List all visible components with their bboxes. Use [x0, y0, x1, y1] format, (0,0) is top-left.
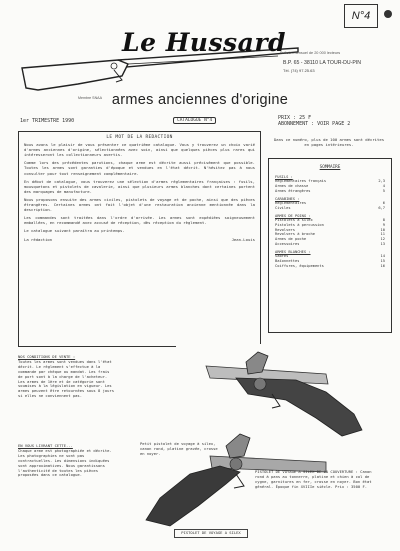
toc-row[interactable]: Réglementaires français 2,3	[275, 179, 385, 184]
cover-item-description: PISTOLET DE VOYAGE A SILEX DE LA COUVERTURE : Canon rond à pans au tonnerre, platine et chien à col de cygne, garnitures en fer, crosse en noyer. Bon état général. Époque fin XVIIIe siècle. Prix : 3500 F.	[255, 469, 372, 489]
toc-row[interactable]: Civiles 6,7	[275, 205, 385, 210]
seal-caption: Membre SNAA	[78, 96, 102, 100]
editorial-paragraph: Nous proposons ensuite des armes civiles, pistolets de voyage et de poche, ainsi que des pièces étrangères. Certaines armes ont fait l'objet d'une restauration ancienne mentionnée dans la description.	[24, 196, 255, 213]
toc-row[interactable]: Réglementaires 6	[275, 201, 385, 206]
toc-row[interactable]: Revolvers à broche 11	[275, 232, 385, 237]
sign-right: Jean-Louis	[231, 236, 255, 242]
meta-price: PRIX : 25 F	[278, 115, 312, 121]
meta-date: 1er TRIMESTRE 1990	[20, 118, 75, 124]
table-of-contents	[268, 158, 392, 333]
toc-row[interactable]: Sabres 14	[275, 254, 385, 259]
toc-section-title: FUSILS :	[275, 174, 293, 179]
editorial-paragraph: Comme lors des précédentes parutions, chaque arme est décrite aussi précisément que possible. Toutes les armes sont garanties d'époque et vendues en l'état décrit. N'hésitez pas à nous consulter pour tout renseignement complémentaire.	[24, 160, 255, 176]
editorial-paragraph: Nous avons le plaisir de vous présenter ce quatrième catalogue. Vous y trouverez un choix varié d'armes anciennes d'origine, sélectionnées avec soin, ainsi que quelques pièces plus rares qui intéresseront les collectionneurs avertis.	[24, 142, 255, 158]
issue-number: N°4	[344, 4, 378, 28]
toc-row[interactable]: Pistolets à percussion 9	[275, 223, 385, 228]
toc-row[interactable]: Coiffures, équipements 16	[275, 263, 385, 268]
toc-section-title: ARMES BLANCHES :	[275, 249, 311, 254]
toc-row[interactable]: Armes de chasse 4	[275, 184, 385, 189]
toc-row[interactable]: Baïonnettes 15	[275, 258, 385, 263]
toc-row[interactable]: Pistolets à silex 8	[275, 218, 385, 223]
pistol-top-caption: Petit pistolet de voyage à silex, canon rond, platine gravée, crosse en noyer.	[140, 441, 218, 456]
delivery-note	[18, 444, 116, 478]
toc-row[interactable]: Armes de poche 12	[275, 237, 385, 242]
brand-phone: Tél. (74) 97.25.63	[283, 68, 315, 73]
sales-conditions-text: Toutes les armes sont vendues dans l'état décrit. Le règlement s'effectue à la commande par chèque ou mandat. Les frais de port sont à la charge de l'acheteur. Les armes de 1ère et 4e catégorie sont soumises à la législation en vigueur. Les armes peuvent être retournées sous 8 jours si elles ne conviennent pas.	[18, 358, 115, 399]
brand-tagline: Bulletin mensuel de 20 000 lecteurs	[280, 51, 341, 55]
delivery-note-text: Chaque arme est photographiée et décrite. Les photographies ne sont pas contractuelles. Les dimensions indiquées sont approximatives. Nous garantissons l'authenticité de toutes les pièces proposées dans ce catalogue.	[18, 447, 112, 478]
sign-left: La rédaction	[24, 236, 53, 242]
contents-note: Dans ce numéro, plus de 100 armes sont décrites en pages intérieures.	[273, 137, 385, 147]
brand-address: B.P. 65 - 38110 LA TOUR-DU-PIN	[283, 60, 362, 66]
brand-title: Le Hussard	[122, 28, 286, 57]
editorial-paragraph: Les commandes sont traitées dans l'ordre d'arrivée. Les armes sont expédiées soigneusement emballées, en recommandé avec accusé de réception, dès réception du règlement.	[24, 215, 255, 226]
sales-conditions-heading: NOS CONDITIONS DE VENTE :	[18, 354, 76, 359]
editorial-box	[18, 131, 261, 347]
sales-conditions	[18, 355, 116, 399]
page-subtitle: armes anciennes d'origine	[111, 92, 289, 108]
dot-mark	[384, 10, 392, 18]
toc-heading: SOMMAIRE	[319, 165, 341, 170]
toc-section-title: ARMES DE POING :	[275, 213, 311, 218]
catalogue-badge: CATALOGUE N°4	[173, 117, 216, 124]
toc-section-title: CARABINES :	[275, 196, 300, 201]
editorial-closing: Le catalogue suivant paraîtra au printemps.	[24, 228, 125, 234]
toc-row[interactable]: Revolvers 10	[275, 227, 385, 232]
pistol-bottom-caption: PISTOLET DE VOYAGE A SILEX	[174, 529, 248, 538]
editorial-signature	[24, 237, 255, 242]
editorial-paragraph: En début de catalogue, vous trouverez une sélection d'armes réglementaires françaises : fusils, mousquetons et pistolets de cavalerie, ainsi que plusieurs armes blanches dont certaines portent des marquages de manufacture.	[24, 178, 255, 194]
meta-subscription: ABONNEMENT : VOIR PAGE 2	[278, 121, 351, 127]
toc-row[interactable]: Armes étrangères 5	[275, 188, 385, 193]
editorial-heading: LE MOT DE LA REDACTION	[106, 135, 173, 140]
toc-row[interactable]: Accessoires 13	[275, 241, 385, 246]
delivery-note-heading: EN VOUS LIVRANT CETTE...	[18, 443, 73, 448]
